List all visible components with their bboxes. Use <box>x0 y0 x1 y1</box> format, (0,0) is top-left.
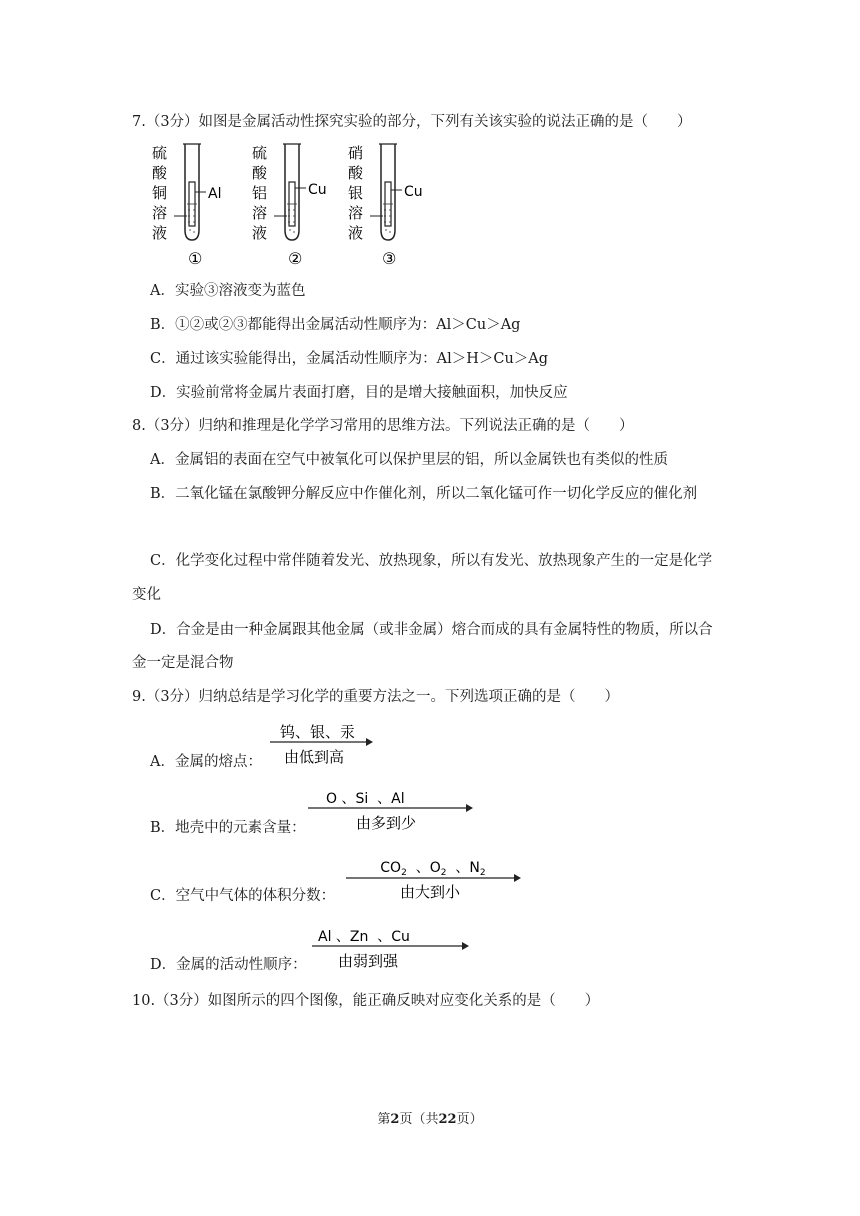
q8-option-d: D．合金是由一种金属跟其他金属（或非金属）熔合而成的具有金属特性的物质，所以合 <box>150 622 713 638</box>
tube2-char-3: 溶 <box>252 204 268 222</box>
q9-option-a-arrow <box>268 720 388 770</box>
q9-option-b-arrow <box>306 786 496 836</box>
q7-test-tube-figure <box>148 140 448 270</box>
tube1-metal-label: Al <box>208 186 222 202</box>
tube3-char-0: 硝 <box>348 144 364 162</box>
q9-option-c-arrow <box>344 854 534 904</box>
q9a-below-text: 由低到高 <box>284 748 345 766</box>
tube2-number: ② <box>288 249 303 268</box>
q9a-above-text: 钨、银、汞 <box>280 723 356 741</box>
q9-option-d-label: D．金属的活动性顺序： <box>150 957 307 973</box>
q7-option-d: D．实验前常将金属片表面打磨，目的是增大接触面积，加快反应 <box>150 385 568 401</box>
q8-option-d-cont: 金一定是混合物 <box>132 655 234 671</box>
tube1-char-2: 铜 <box>152 184 168 202</box>
q9d-above-text: Al 、Zn 、Cu <box>318 929 410 945</box>
q9b-below-text: 由多到少 <box>356 814 417 832</box>
q9-option-b-label: B．地壳中的元素含量： <box>150 820 306 836</box>
tube3-char-1: 酸 <box>348 164 364 182</box>
footer-middle: 页（共 <box>399 1112 439 1127</box>
tube1-char-3: 溶 <box>152 204 168 222</box>
tube2-char-0: 硫 <box>252 144 268 162</box>
q7-option-c: C．通过该实验能得出，金属活动性顺序为：Al＞H＞Cu＞Ag <box>150 351 549 367</box>
footer-prefix: 第 <box>377 1112 391 1127</box>
q9-option-c-label: C．空气中气体的体积分数： <box>150 888 336 904</box>
tube3-number: ③ <box>382 249 397 268</box>
q9-stem: 9.（3分）归纳总结是学习化学的重要方法之一。下列选项正确的是（ ） <box>132 689 620 705</box>
tube2-metal-label: Cu <box>308 182 327 198</box>
tube2-char-1: 酸 <box>252 164 268 182</box>
q9-option-d-arrow <box>310 924 490 974</box>
q8-option-c: C．化学变化过程中常伴随着发光、放热现象，所以有发光、放热现象产生的一定是化学 <box>150 553 713 569</box>
test-tube-2 <box>252 144 327 268</box>
tube3-char-3: 溶 <box>348 204 364 222</box>
q7-option-a: A．实验③溶液变为蓝色 <box>150 283 306 299</box>
q8-option-c-cont: 变化 <box>132 587 161 603</box>
tube1-char-4: 液 <box>152 224 168 242</box>
tube3-char-2: 银 <box>348 184 364 202</box>
q9c-below-text: 由大到小 <box>400 883 461 901</box>
test-tube-1 <box>152 144 221 268</box>
tube3-char-4: 液 <box>348 224 364 242</box>
q9b-above-text: O 、Si 、Al <box>326 791 405 807</box>
q7-option-b: B．①②或②③都能得出金属活动性顺序为：Al＞Cu＞Ag <box>150 317 521 333</box>
q9-option-a-label: A．金属的熔点： <box>150 754 262 770</box>
q8-stem: 8.（3分）归纳和推理是化学学习常用的思维方法。下列说法正确的是（ ） <box>132 418 634 434</box>
q8-option-b: B．二氧化锰在氯酸钾分解反应中作催化剂，所以二氧化锰可作一切化学反应的催化剂 <box>150 486 698 502</box>
footer-suffix: 页） <box>456 1112 483 1127</box>
q10-stem: 10.（3分）如图所示的四个图像，能正确反映对应变化关系的是（ ） <box>132 993 600 1009</box>
tube1-char-1: 酸 <box>152 164 168 182</box>
page-footer <box>0 1108 860 1127</box>
q9d-below-text: 由弱到强 <box>338 952 399 970</box>
footer-total-pages: 22 <box>438 1112 457 1127</box>
tube2-char-4: 液 <box>252 224 268 242</box>
test-tube-3 <box>348 144 423 268</box>
tube1-number: ① <box>188 249 203 268</box>
tube2-char-2: 铝 <box>252 184 268 202</box>
q7-stem: 7.（3分）如图是金属活动性探究实验的部分，下列有关该实验的说法正确的是（ ） <box>132 114 692 130</box>
q9c-above-text: $CO_2$ 、$O_2$ 、$N_2$ <box>380 860 486 878</box>
tube3-metal-label: Cu <box>404 184 423 200</box>
q8-option-a: A．金属铝的表面在空气中被氧化可以保护里层的铝，所以金属铁也有类似的性质 <box>150 452 668 468</box>
tube1-char-0: 硫 <box>152 144 168 162</box>
footer-page-number: 2 <box>390 1112 400 1127</box>
